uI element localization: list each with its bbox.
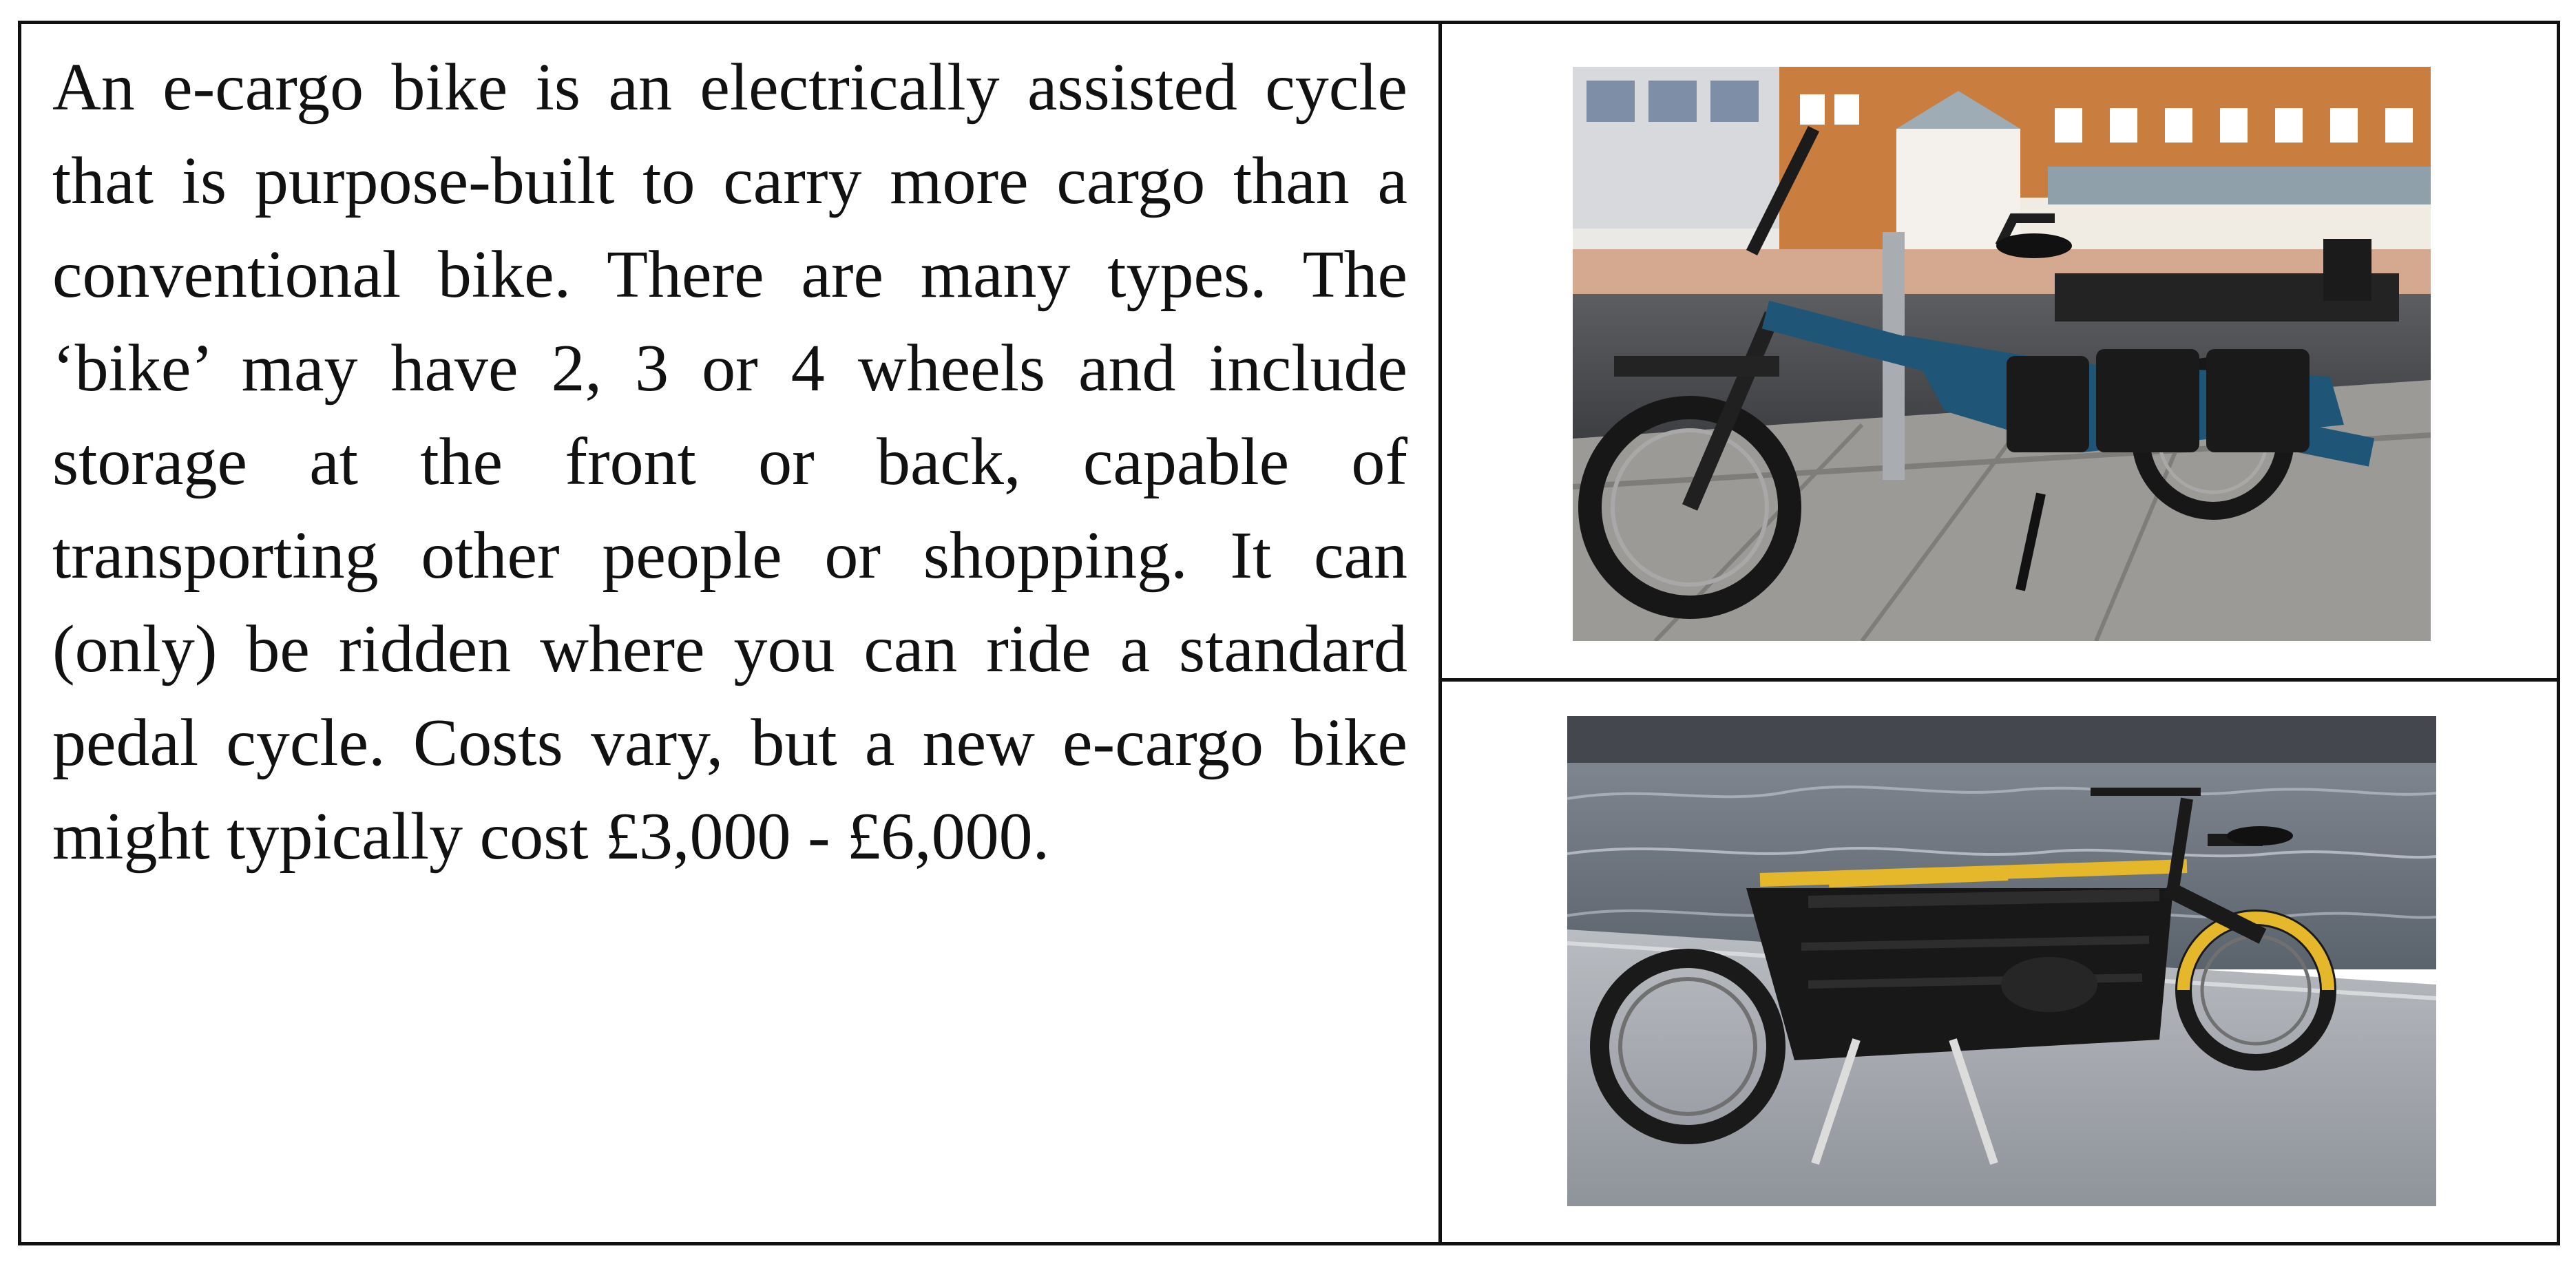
content-table <box>18 21 2560 1245</box>
description-cell <box>21 24 1442 1242</box>
front-box-e-cargo-bike-photo <box>1567 716 2436 1206</box>
top-image-cell <box>1442 24 2557 682</box>
bottom-image-cell <box>1442 682 2557 1242</box>
e-cargo-bike-description: An e-cargo bike is an electrically assisted cycle that is purpose-built to carry more cargo than a conventional bike. There are many types. The ‘bike’ may have 2, 3 or 4 wheels and include storage at the front or back, capable of transporting other people or shopping. It can (only) be ridden where you can ride a standard pedal cycle. Costs vary, but a new e-cargo bike might typically cost £3,000 - £6,000. <box>52 50 1407 874</box>
image-column <box>1442 24 2557 1242</box>
longtail-e-cargo-bike-photo <box>1573 67 2431 641</box>
